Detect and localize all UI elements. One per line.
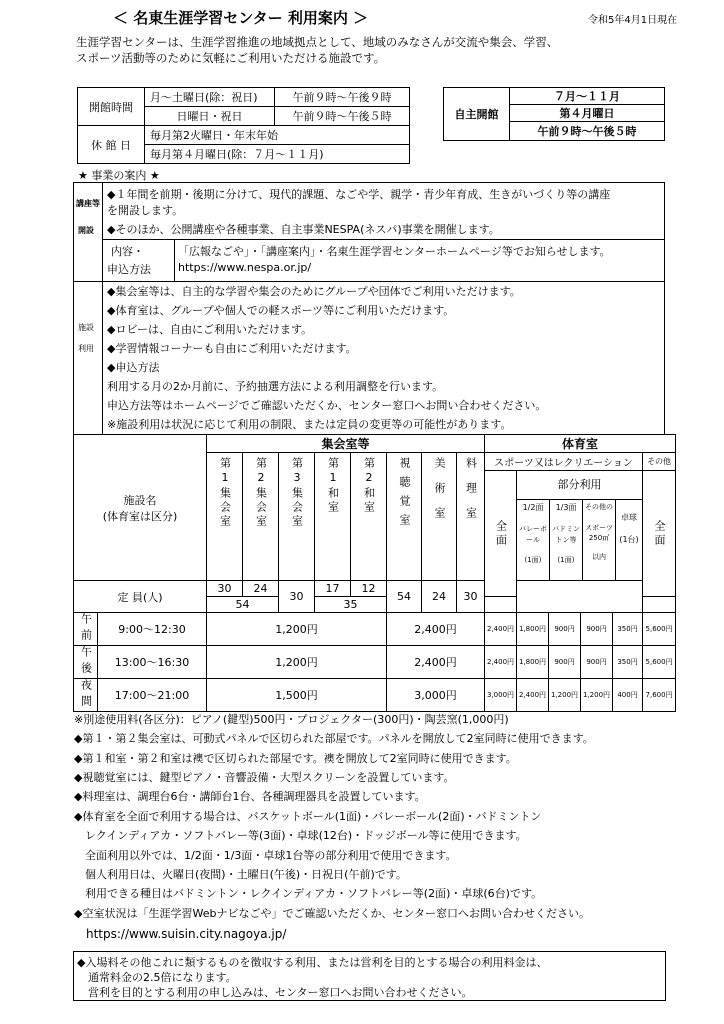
partial-col-title: 1/2面 — [522, 503, 544, 512]
facility-label-2: (体育室は区分) — [102, 509, 178, 523]
usage-line: 利用する月の2か月前に、予約抽選方法による利用調整を行います。 — [107, 380, 444, 393]
room-name: 第2集会室 — [254, 457, 268, 529]
business-label-a: 講座等 — [76, 199, 100, 208]
facility-header — [74, 435, 207, 581]
partial-col-title: 1/3面 — [555, 503, 577, 512]
footer-line: 営利を目的とする利用の申し込みは、センター窓口へお問い合わせください。 — [77, 986, 473, 999]
note-line: 個人利用日は、火曜日(夜間)・土曜日(午後)・日祝日(午前)です。 — [74, 868, 407, 881]
usage-line: ◆ロビーは、自由にご利用いただけます。 — [107, 323, 313, 336]
apply-line-1: 「広報なごや」・「講座案内」・名東生涯学習センターホームページ等でお知らせします。 — [178, 245, 611, 258]
fee-rooms-a: 1,200円 — [207, 646, 387, 679]
fee-gym: 2,400円 — [517, 679, 549, 712]
room-name: 料理室 — [464, 457, 478, 532]
usage-line: ◆集会室等は、自主的な学習や集会のためにグループや団体でご利用いただけます。 — [107, 285, 521, 298]
full-label: 全面 — [494, 519, 508, 548]
room-name-cell — [207, 453, 243, 581]
capacity-value: 12 — [351, 581, 387, 597]
gym-full-header — [485, 471, 517, 597]
partial-col-sub: バレーボール — [519, 525, 548, 544]
closed-line-2: 毎月第４月曜日(除：７月～１１月) — [145, 145, 410, 164]
sports-header: スポーツ又はレクリエーション — [485, 453, 643, 471]
note-line: ◆第１和室・第２和室は襖で区切られた部屋です。襖を開放して2室同時に使用できます。 — [74, 752, 517, 765]
self-open-label: 自主開館 — [444, 88, 510, 141]
fee-rooms-a: 1,500円 — [207, 679, 387, 712]
room-name-cell — [457, 453, 485, 581]
fee-gym: 2,400円 — [485, 613, 517, 646]
holiday-days: 日曜日・祝日 — [145, 107, 275, 126]
capacity-label: 定 員(人) — [74, 581, 207, 613]
fee-gym: 350円 — [613, 613, 643, 646]
business-label-b: 開設 — [78, 226, 94, 235]
partial-col-title: その他の — [585, 503, 614, 511]
fee-rooms-b: 2,400円 — [387, 613, 485, 646]
note-line: ◆視聴覚室には、鍵型ピアノ・音響設備・大型スクリーンを設置しています。 — [74, 771, 455, 784]
note-line: 全面利用以外では、1/2面・1/3面・卓球1台等の部分利用で使用できます。 — [74, 849, 457, 862]
partial-col-note: 以内 — [592, 552, 607, 561]
capacity-value: 30 — [457, 581, 485, 613]
hours-table — [77, 87, 410, 164]
usage-line: ◆学習情報コーナーも自由にご利用いただけます。 — [107, 342, 357, 355]
apply-label-2: 申込方法 — [107, 263, 151, 276]
business-heading: ★ 事業の案内 ★ — [78, 169, 160, 182]
capacity-value: 17 — [315, 581, 351, 597]
room-name-cell — [422, 453, 457, 581]
time-slot-time: 13:00～16:30 — [98, 646, 207, 679]
fee-gym: 7,600円 — [643, 679, 676, 712]
time-slot-time: 9:00～12:30 — [98, 613, 207, 646]
usage-line: ◆体育室は、グループや個人での軽スポーツ等にご利用いただけます。 — [107, 304, 455, 317]
fee-gym: 3,000円 — [485, 679, 517, 712]
partial-col-half — [517, 500, 550, 580]
as-of-date: 令和5年4月1日現在 — [588, 15, 678, 26]
partial-col-other — [583, 500, 616, 580]
webnavi-url[interactable]: https://www.suisin.city.nagoya.jp/ — [74, 927, 287, 941]
business-line-3: ◆そのほか、公開講座や各種事業、自主事業NESPA(ネスパ)事業を開催します。 — [107, 223, 500, 236]
partial-col-pingpong — [616, 500, 642, 580]
fee-table — [73, 434, 676, 712]
closed-label: 休 館 日 — [78, 126, 145, 164]
fee-gym: 1,800円 — [517, 613, 549, 646]
partial-header — [517, 471, 643, 581]
room-name-cell — [243, 453, 279, 581]
capacity-value: 54 — [387, 581, 422, 613]
room-name: 第3集会室 — [290, 457, 304, 529]
business-line-2: を開設します。 — [107, 204, 184, 217]
capacity-gym-blank — [517, 581, 643, 613]
usage-line: ◆申込方法 — [107, 361, 160, 374]
room-name-cell — [315, 453, 351, 581]
fee-gym: 5,600円 — [643, 646, 676, 679]
room-name-cell — [387, 453, 422, 581]
room-name: 視聴覚室 — [398, 457, 411, 533]
weekday-time: 午前９時～午後９時 — [275, 88, 410, 107]
usage-label-b: 利用 — [78, 344, 94, 353]
room-name: 第1和室 — [326, 457, 340, 515]
note-line: レクインディアカ・ソフトバレー等(3面)・卓球(12台)・ドッジボール等に使用できます。 — [74, 829, 527, 842]
note-line: 利用できる種目はバドミントン・レクインディアカ・ソフトバレー等(2面)・卓球(6台)です。 — [74, 887, 543, 900]
capacity-value: 30 — [207, 581, 243, 597]
fee-rooms-a: 1,200円 — [207, 613, 387, 646]
apply-label-1: 内容・ — [111, 245, 144, 258]
note-line: ◆体育室を全面で利用する場合は、バスケットボール(1面)・バレーボール(2面)・バドミントン — [74, 810, 542, 823]
note-line: ◆空室状況は「生涯学習Webナビなごや」でご確認いただくか、センター窓口へお問い合わせください。 — [74, 907, 590, 920]
open-hours-label: 開館時間 — [78, 88, 145, 126]
fee-gym: 400円 — [613, 679, 643, 712]
self-open-months: ７月～１１月 — [510, 88, 665, 105]
fee-gym: 1,200円 — [581, 679, 613, 712]
self-open-time: 午前９時～午後５時 — [510, 122, 665, 141]
capacity-value: 24 — [422, 581, 457, 613]
time-slot-label: 午前 — [74, 613, 98, 646]
fee-gym: 900円 — [581, 646, 613, 679]
other-full-header — [643, 471, 676, 597]
note-line: ◆第１・第２集会室は、可動式パネルで区切られた部屋です。パネルを開放して2室同時に使用できます。 — [74, 732, 594, 745]
fee-gym: 2,400円 — [485, 646, 517, 679]
intro-line-2: スポーツ活動等のために気軽にご利用いただける施設です。 — [76, 51, 386, 65]
self-open-day: 第４月曜日 — [510, 105, 665, 122]
fee-gym: 1,800円 — [517, 646, 549, 679]
note-line: ◆料理室は、調理台6台・講師台1台、各種調理器具を設置しています。 — [74, 790, 426, 803]
capacity-combined: 54 — [207, 597, 279, 613]
room-group-header: 集会室等 — [207, 435, 485, 453]
partial-col-note: (1面) — [557, 556, 575, 564]
business-box — [73, 182, 665, 282]
usage-box — [73, 280, 665, 435]
room-name-cell — [351, 453, 387, 581]
gym-group-header: 体育室 — [485, 435, 676, 453]
footer-line: 通常料金の2.5倍になります。 — [77, 971, 237, 984]
partial-col-note: (1面) — [524, 556, 542, 564]
room-name: 美術室 — [433, 457, 446, 532]
fee-gym: 5,600円 — [643, 613, 676, 646]
note-line: ※別途使用料(各区分)：ピアノ(鍵型)500円・プロジェクター(300円)・陶芸窯(1,000円) — [74, 713, 509, 726]
footer-line: ◆入場料その他これに類するものを徴収する利用、または営利を目的とする場合の利用料金は、 — [77, 956, 548, 969]
facility-label-1: 施設名 — [123, 493, 157, 507]
fee-gym: 900円 — [581, 613, 613, 646]
fee-gym: 900円 — [549, 646, 581, 679]
room-name: 第2和室 — [362, 457, 376, 515]
closed-line-1: 毎月第2火曜日・年末年始 — [145, 126, 410, 145]
time-slot-time: 17:00～21:00 — [98, 679, 207, 712]
fee-rooms-b: 2,400円 — [387, 646, 485, 679]
partial-col-title: 卓球 — [621, 513, 638, 522]
holiday-time: 午前９時～午後５時 — [275, 107, 410, 126]
room-name-cell — [279, 453, 315, 581]
time-slot-label: 夜間 — [74, 679, 98, 712]
time-slot-label: 午後 — [74, 646, 98, 679]
fee-gym: 350円 — [613, 646, 643, 679]
partial-col-sub: バドミントン等 — [552, 525, 580, 544]
business-label-cell — [74, 183, 103, 281]
business-line-1: ◆１年間を前期・後期に分けて、現代的課題、なごや学、親学・青少年育成、生きがいづくり等の講座 — [107, 188, 611, 201]
partial-col-sub: スポーツ 250㎡ — [585, 523, 613, 542]
partial-col-third — [550, 500, 583, 580]
capacity-blank — [643, 597, 676, 613]
usage-line: ※施設利用は状況に応じて利用の制限、または定員の変更等の可能性があります。 — [107, 418, 512, 431]
other-header: その他 — [643, 453, 676, 471]
capacity-value: 30 — [279, 581, 315, 613]
full-label: 全面 — [653, 519, 667, 548]
fee-gym: 900円 — [549, 613, 581, 646]
room-name: 第1集会室 — [218, 457, 232, 529]
fee-rooms-b: 3,000円 — [387, 679, 485, 712]
capacity-blank — [485, 597, 517, 613]
usage-line: 申込方法等はホームページでご確認いただくか、センター窓口へお問い合わせください。 — [107, 399, 547, 412]
nespa-url[interactable]: https://www.nespa.or.jp/ — [178, 261, 312, 274]
fee-gym: 1,200円 — [549, 679, 581, 712]
capacity-combined: 35 — [315, 597, 387, 613]
usage-label-a: 施設 — [78, 323, 94, 332]
partial-label: 部分利用 — [517, 471, 642, 500]
page-title: ＜ 名東生涯学習センター 利用案内 ＞ — [113, 9, 369, 27]
footer-box — [73, 951, 666, 1001]
partial-col-sub: (1台) — [619, 535, 639, 544]
weekday-days: 月～土曜日(除：祝日) — [145, 88, 275, 107]
self-open-table — [443, 87, 665, 141]
intro-line-1: 生涯学習センターは、生涯学習推進の地域拠点として、地域のみなさんが交流や集会、学習、 — [76, 35, 559, 49]
capacity-value: 24 — [243, 581, 279, 597]
